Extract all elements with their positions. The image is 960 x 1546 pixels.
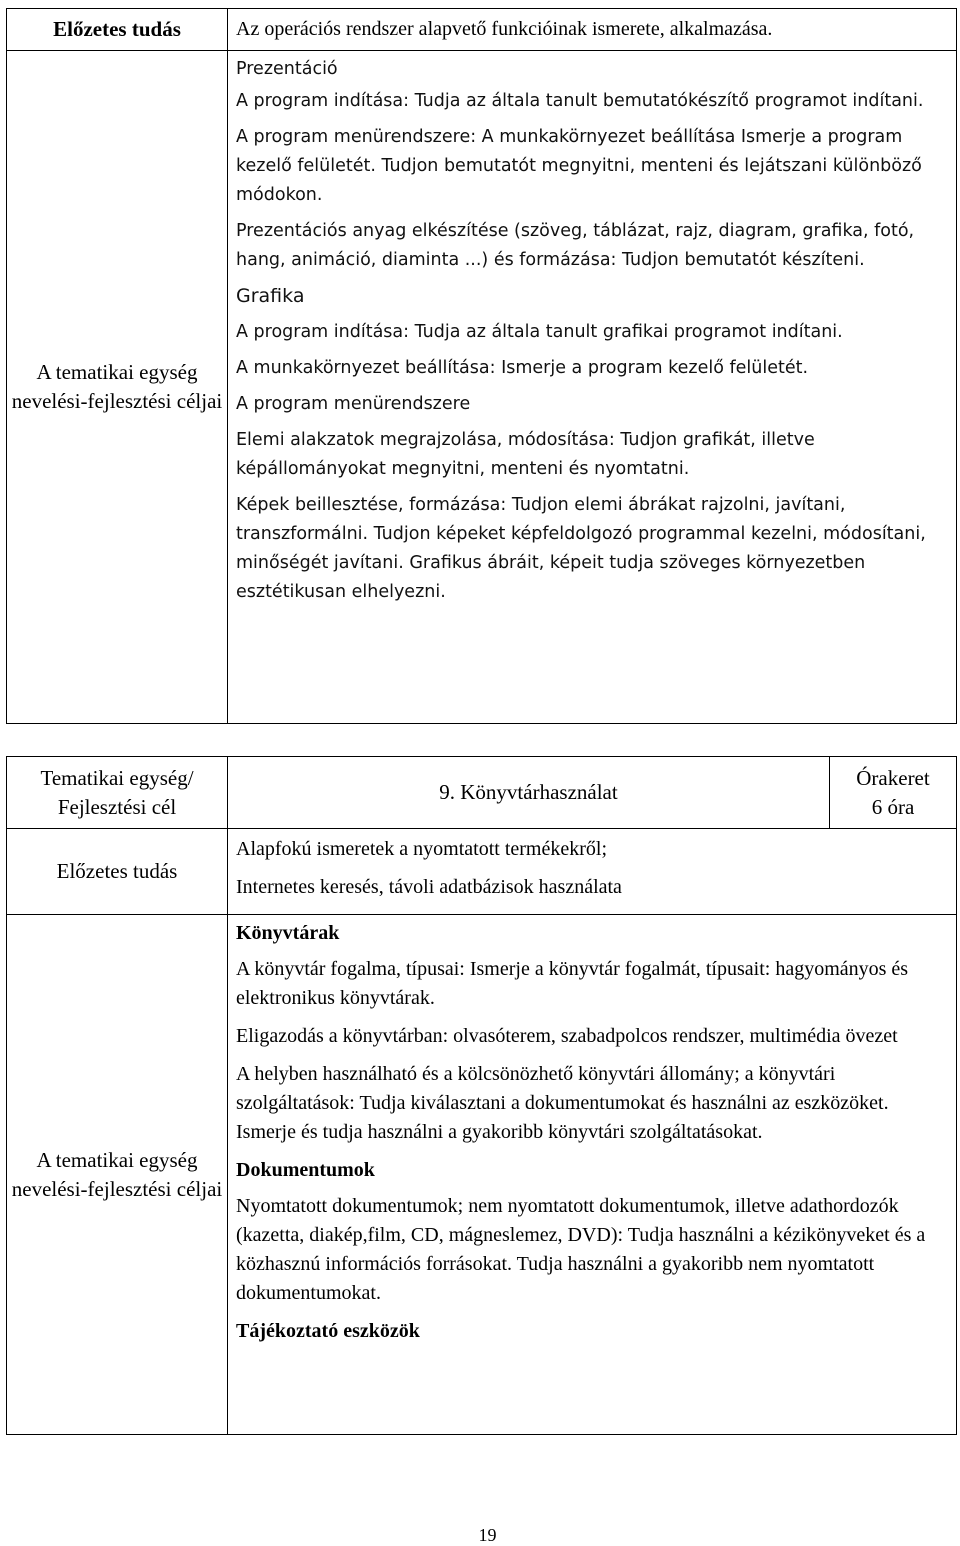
heading-tools: Tájékoztató eszközök bbox=[236, 1320, 420, 1342]
goals-content-2 bbox=[228, 915, 957, 1435]
label-prior-knowledge: Előzetes tudás bbox=[7, 9, 228, 51]
documents-paragraph-1: Nyomtatott dokumentumok; nem nyomtatott dokumentumok, illetve adathordozók (kazetta, diakép,film, CD, mágneslemez, DVD): Tudja használni a kézikönyveket és a közhasznú információs forrásokat. Tudja használni a gyakoribb nem nyomtatott dokumentumokat. bbox=[236, 1195, 926, 1304]
libraries-paragraph-1: A könyvtár fogalma, típusai: Ismerje a könyvtár fogalmát, típusait: hagyományos és elektronikus könyvtárak. bbox=[236, 958, 909, 1009]
graphics-paragraph-5: Képek beillesztése, formázása: Tudjon elemi ábrákat rajzolni, javítani, transzformálni. Tudjon képeket képfeldolgozó programmal kezelni, módosítani, minőségét javítani. Grafikus ábráit, képeit tudja szöveges környezetben esztétikusan elhelyezni. bbox=[236, 495, 926, 602]
prior-knowledge-content-2 bbox=[228, 829, 957, 915]
libraries-paragraph-3: A helyben használható és a kölcsönözhető könyvtári állomány; a könyvtári szolgáltatások: Tudja kiválasztani a dokumentumokat és használni az eszközöket. Ismerje és tudja használni a gyakoribb könyvtári szolgáltatásokat. bbox=[236, 1063, 889, 1143]
presentation-paragraph-3: Prezentációs anyag elkészítése (szöveg, táblázat, rajz, diagram, grafika, fotó, hang, animáció, diaminta ...) és formázása: Tudjon bemutatót készíteni. bbox=[236, 221, 915, 270]
label-goals: A tematikai egység nevelési-fejlesztési céljai bbox=[7, 51, 228, 724]
curriculum-table-2 bbox=[6, 756, 957, 1435]
graphics-paragraph-1: A program indítása: Tudja az általa tanult grafikai programot indítani. bbox=[236, 322, 843, 342]
curriculum-table-1 bbox=[6, 8, 957, 724]
graphics-paragraph-2: A munkakörnyezet beállítása: Ismerje a program kezelő felületét. bbox=[236, 358, 809, 378]
hours-cell bbox=[830, 757, 957, 829]
hours-label: Órakeret bbox=[856, 765, 930, 790]
graphics-paragraph-3: A program menürendszere bbox=[236, 394, 471, 414]
hours-value: 6 óra bbox=[871, 794, 915, 819]
prior-paragraph-1: Alapfokú ismeretek a nyomtatott termékekről; bbox=[236, 838, 607, 860]
heading-documents: Dokumentumok bbox=[236, 1159, 375, 1181]
label-unit: Tematikai egység/ Fejlesztési cél bbox=[7, 757, 228, 829]
page-number: 19 bbox=[478, 1525, 497, 1545]
prior-knowledge-text: Az operációs rendszer alapvető funkcióinak ismerete, alkalmazása. bbox=[228, 9, 957, 51]
heading-graphics: Grafika bbox=[236, 285, 305, 307]
label-prior-knowledge-2: Előzetes tudás bbox=[7, 829, 228, 915]
presentation-paragraph-1: A program indítása: Tudja az általa tanult bemutatókészítő programot indítani. bbox=[236, 91, 924, 111]
heading-libraries: Könyvtárak bbox=[236, 922, 340, 944]
heading-presentation: Prezentáció bbox=[236, 59, 338, 79]
prior-paragraph-2: Internetes keresés, távoli adatbázisok használata bbox=[236, 876, 622, 898]
libraries-paragraph-2: Eligazodás a könyvtárban: olvasóterem, szabadpolcos rendszer, multimédia övezet bbox=[236, 1025, 898, 1047]
unit-title: 9. Könyvtárhasználat bbox=[228, 757, 830, 829]
graphics-paragraph-4: Elemi alakzatok megrajzolása, módosítása: Tudjon grafikát, illetve képállományokat megnyitni, menteni és nyomtatni. bbox=[236, 430, 815, 479]
label-goals-2: A tematikai egység nevelési-fejlesztési céljai bbox=[7, 915, 228, 1435]
goals-content bbox=[228, 51, 957, 724]
presentation-paragraph-2: A program menürendszere: A munkakörnyezet beállítása Ismerje a program kezelő felületét. Tudjon bemutatót megnyitni, menteni és lejátszani különböző módokon. bbox=[236, 127, 922, 205]
